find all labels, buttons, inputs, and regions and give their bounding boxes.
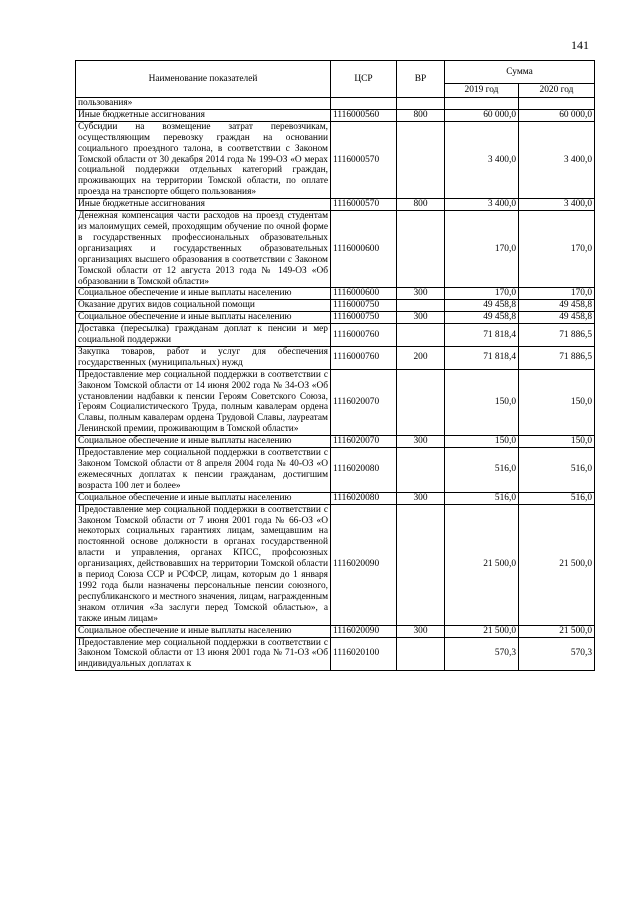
row-sum-2019: 49 458,8 xyxy=(445,312,519,324)
row-csr: 1116000570 xyxy=(331,199,397,211)
row-sum-2019: 150,0 xyxy=(445,369,519,435)
row-name: Доставка (пересылка) гражданам доплат к пенсии и мер социальной поддержки xyxy=(76,324,331,347)
table-row xyxy=(76,637,595,671)
row-csr: 1116020070 xyxy=(331,369,397,435)
budget-table xyxy=(75,60,595,671)
row-sum-2019 xyxy=(445,98,519,110)
row-csr: 1116000560 xyxy=(331,109,397,121)
row-vr: 300 xyxy=(397,625,445,637)
header-sum: Сумма xyxy=(445,61,595,84)
row-sum-2019: 570,3 xyxy=(445,637,519,671)
row-name: пользования» xyxy=(76,98,331,110)
row-vr xyxy=(397,98,445,110)
row-csr: 1116000750 xyxy=(331,300,397,312)
row-csr: 1116020080 xyxy=(331,492,397,504)
row-name: Иные бюджетные ассигнования xyxy=(76,199,331,211)
row-sum-2020: 170,0 xyxy=(519,288,595,300)
row-vr xyxy=(397,637,445,671)
row-csr: 1116020090 xyxy=(331,504,397,625)
page-number: 141 xyxy=(571,38,589,52)
row-vr: 200 xyxy=(397,346,445,369)
row-csr: 1116000760 xyxy=(331,346,397,369)
row-name: Иные бюджетные ассигнования xyxy=(76,109,331,121)
row-csr: 1116000600 xyxy=(331,211,397,288)
row-sum-2020: 60 000,0 xyxy=(519,109,595,121)
row-name: Закупка товаров, работ и услуг для обеспечения государственных (муниципальных) нужд xyxy=(76,346,331,369)
row-vr xyxy=(397,121,445,198)
table-row xyxy=(76,121,595,198)
table-body xyxy=(76,98,595,671)
row-sum-2020: 49 458,8 xyxy=(519,312,595,324)
table-row xyxy=(76,312,595,324)
table-row xyxy=(76,504,595,625)
row-sum-2019: 3 400,0 xyxy=(445,121,519,198)
row-sum-2019: 170,0 xyxy=(445,211,519,288)
row-vr xyxy=(397,324,445,347)
row-csr xyxy=(331,98,397,110)
row-name: Субсидии на возмещение затрат перевозчикам, осуществляющим перевозку граждан на основании социального проездного талона, в соответствии с Законом Томской области от 30 декабря 2014 года № 199-ОЗ «О мерах социальной поддержки отдельных категорий граждан, проживающих на территории Томской области, по оплате проезда на транспорте общего пользования» xyxy=(76,121,331,198)
row-csr: 1116000750 xyxy=(331,312,397,324)
row-sum-2020: 170,0 xyxy=(519,211,595,288)
row-csr: 1116000600 xyxy=(331,288,397,300)
row-name: Предоставление мер социальной поддержки в соответствии с Законом Томской области от 8 апреля 2004 года № 40-ОЗ «О ежемесячных доплатах к пенсии гражданам, достигшим возраста 100 лет и более» xyxy=(76,448,331,493)
row-sum-2019: 21 500,0 xyxy=(445,504,519,625)
row-csr: 1116020080 xyxy=(331,448,397,493)
row-sum-2020: 3 400,0 xyxy=(519,199,595,211)
table-row xyxy=(76,346,595,369)
row-sum-2020: 516,0 xyxy=(519,492,595,504)
table-row xyxy=(76,436,595,448)
row-sum-2020: 21 500,0 xyxy=(519,625,595,637)
header-name: Наименование показателей xyxy=(76,61,331,98)
row-sum-2019: 60 000,0 xyxy=(445,109,519,121)
row-sum-2020: 150,0 xyxy=(519,436,595,448)
row-sum-2019: 21 500,0 xyxy=(445,625,519,637)
row-csr: 1116000570 xyxy=(331,121,397,198)
row-name: Социальное обеспечение и иные выплаты населению xyxy=(76,312,331,324)
table-row xyxy=(76,199,595,211)
row-sum-2019: 150,0 xyxy=(445,436,519,448)
row-csr: 1116000760 xyxy=(331,324,397,347)
table-row xyxy=(76,211,595,288)
row-sum-2019: 71 818,4 xyxy=(445,324,519,347)
row-name: Оказание других видов социальной помощи xyxy=(76,300,331,312)
row-vr xyxy=(397,369,445,435)
row-name: Денежная компенсация части расходов на проезд студентам из малоимущих семей, проходящим обучение по очной форме в государственных профессиональных образовательных организациях и государственных образовательных организациях высшего образования в соответствии с Законом Томской области от 12 августа 2013 года № 149-ОЗ «Об образовании в Томской области» xyxy=(76,211,331,288)
row-vr: 800 xyxy=(397,199,445,211)
table-row xyxy=(76,98,595,110)
table-row xyxy=(76,448,595,493)
row-name: Социальное обеспечение и иные выплаты населению xyxy=(76,436,331,448)
row-sum-2019: 516,0 xyxy=(445,492,519,504)
row-name: Предоставление мер социальной поддержки в соответствии с Законом Томской области от 13 июня 2001 года № 71-ОЗ «Об индивидуальных доплатах к xyxy=(76,637,331,671)
row-sum-2019: 71 818,4 xyxy=(445,346,519,369)
row-csr: 1116020100 xyxy=(331,637,397,671)
table-row xyxy=(76,288,595,300)
row-sum-2020: 71 886,5 xyxy=(519,324,595,347)
table-row xyxy=(76,109,595,121)
row-sum-2020: 49 458,8 xyxy=(519,300,595,312)
row-sum-2020: 21 500,0 xyxy=(519,504,595,625)
row-vr: 300 xyxy=(397,288,445,300)
row-sum-2019: 49 458,8 xyxy=(445,300,519,312)
table-row xyxy=(76,300,595,312)
header-vr: ВР xyxy=(397,61,445,98)
table-row xyxy=(76,492,595,504)
table-header-row xyxy=(76,61,595,84)
row-vr xyxy=(397,211,445,288)
row-sum-2020 xyxy=(519,98,595,110)
table-row xyxy=(76,369,595,435)
row-vr: 300 xyxy=(397,436,445,448)
row-name: Предоставление мер социальной поддержки в соответствии с Законом Томской области от 7 июня 2001 года № 66-ОЗ «О некоторых социальных гарантиях лицам, замещавшим на постоянной основе должности в органах государственной власти и управления, органах КПСС, профсоюзных организациях, действовавших на территории Томской области в период Союза ССР и РСФСР, лицам, которым до 1 января 1992 года были назначены персональные пенсии союзного, республиканского и местного значения, лицам, награжденным знаком отличия «За заслуги перед Томской областью», а также иным лицам» xyxy=(76,504,331,625)
row-vr: 300 xyxy=(397,312,445,324)
row-vr xyxy=(397,504,445,625)
row-vr xyxy=(397,448,445,493)
row-csr: 1116020090 xyxy=(331,625,397,637)
row-sum-2020: 71 886,5 xyxy=(519,346,595,369)
row-sum-2020: 3 400,0 xyxy=(519,121,595,198)
row-name: Социальное обеспечение и иные выплаты населению xyxy=(76,288,331,300)
table-row xyxy=(76,324,595,347)
row-vr: 800 xyxy=(397,109,445,121)
row-vr: 300 xyxy=(397,492,445,504)
row-name: Предоставление мер социальной поддержки в соответствии с Законом Томской области от 14 июня 2002 года № 34-ОЗ «Об установлении надбавки к пенсии Героям Советского Союза, Героям Социалистического Труда, полным кавалерам ордена Славы, полным кавалерам ордена Трудовой Славы, лауреатам Ленинской премии, проживающим в Томской области» xyxy=(76,369,331,435)
row-sum-2020: 516,0 xyxy=(519,448,595,493)
header-year-2019: 2019 год xyxy=(445,84,519,98)
row-sum-2019: 516,0 xyxy=(445,448,519,493)
row-name: Социальное обеспечение и иные выплаты населению xyxy=(76,492,331,504)
row-sum-2020: 570,3 xyxy=(519,637,595,671)
header-year-2020: 2020 год xyxy=(519,84,595,98)
header-csr: ЦСР xyxy=(331,61,397,98)
row-vr xyxy=(397,300,445,312)
row-sum-2019: 170,0 xyxy=(445,288,519,300)
row-name: Социальное обеспечение и иные выплаты населению xyxy=(76,625,331,637)
table-row xyxy=(76,625,595,637)
row-sum-2019: 3 400,0 xyxy=(445,199,519,211)
row-sum-2020: 150,0 xyxy=(519,369,595,435)
row-csr: 1116020070 xyxy=(331,436,397,448)
